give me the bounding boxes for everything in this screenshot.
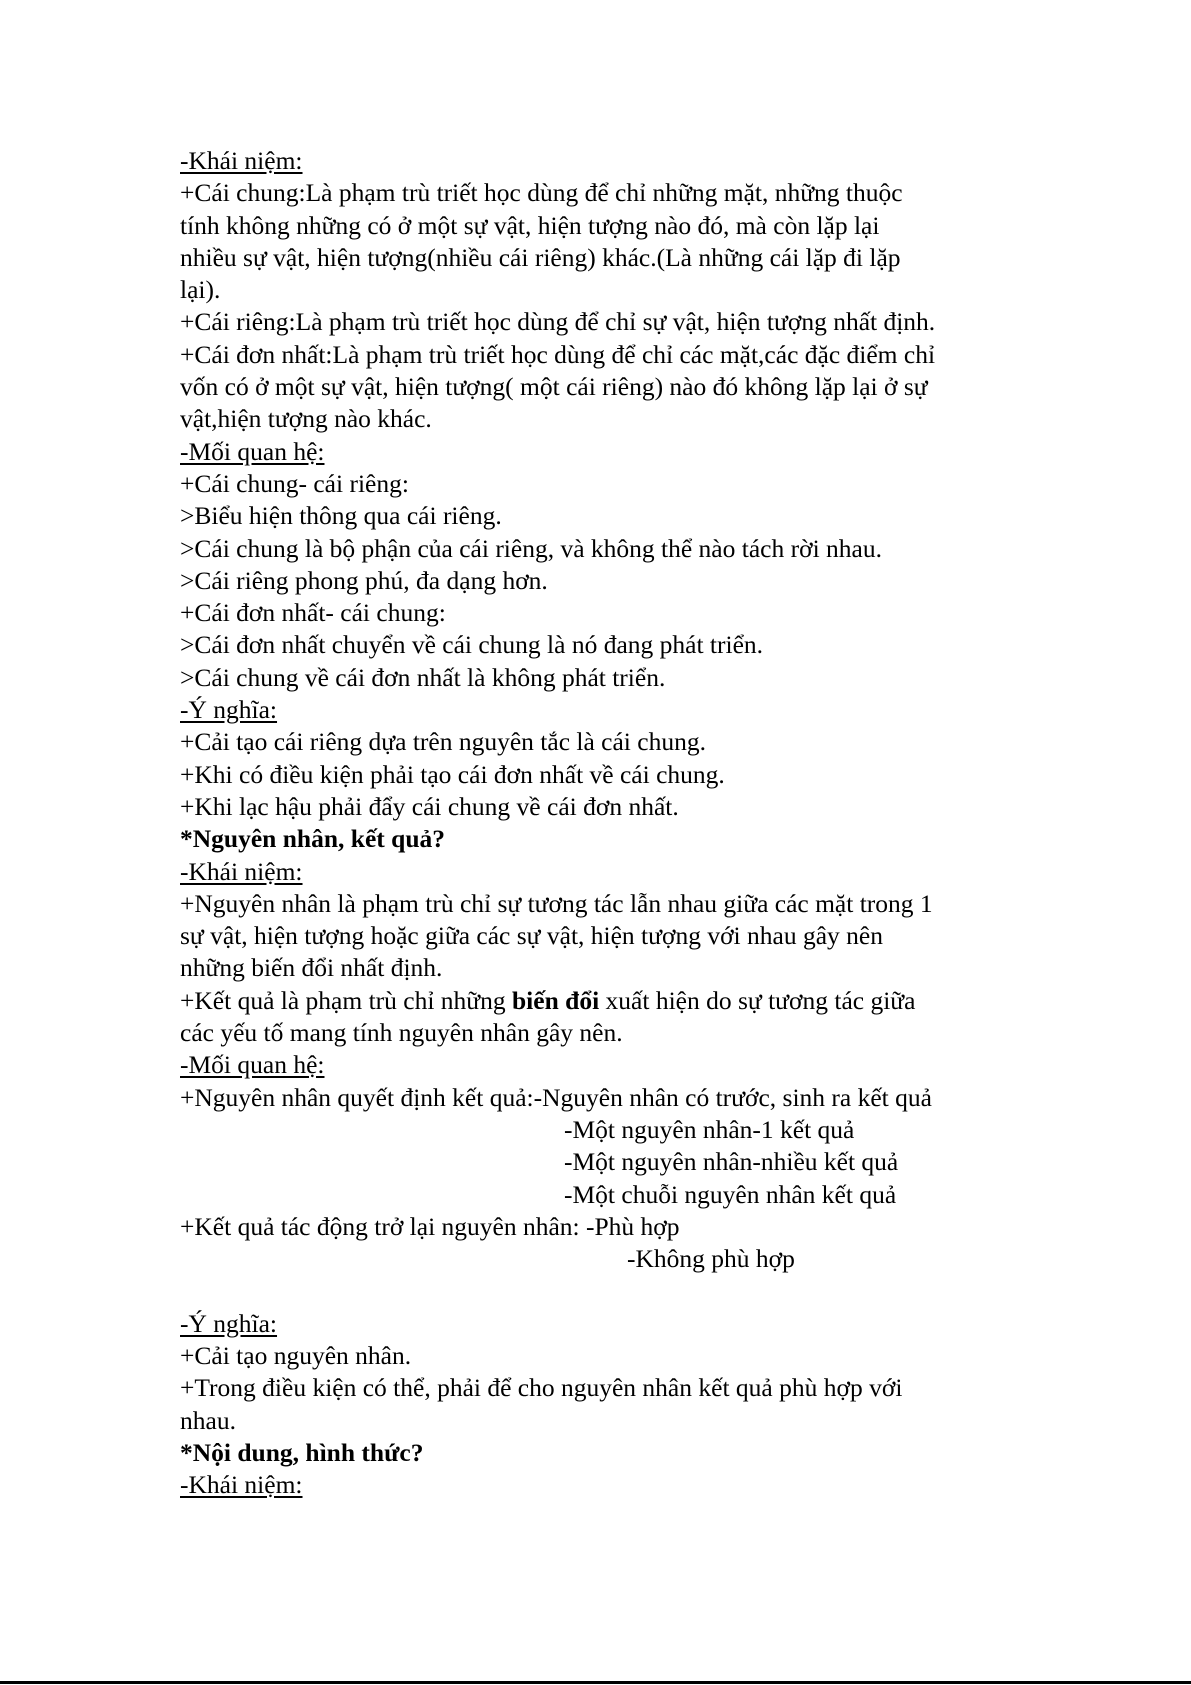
section1-concept-line-6: vốn có ở một sự vật, hiện tượng( một cái riêng) nào đó không lặp lại ở sự [180,372,928,402]
section1-meaning-line-1: +Khi có điều kiện phải tạo cái đơn nhất về cái chung. [180,759,725,789]
section2-result-item-0: -Không phù hợp [627,1244,795,1274]
section2-concept-line-1: sự vật, hiện tượng hoặc giữa các sự vật, hiện tượng với nhau gây nên [180,921,883,951]
section1-concept-line-4: +Cái riêng:Là phạm trù triết học dùng để chỉ sự vật, hiện tượng nhất định. [180,307,936,337]
section2-meaning-line-2: nhau. [180,1405,236,1435]
section1-concept-line-2: nhiều sự vật, hiện tượng(nhiều cái riêng) khác.(Là những cái lặp đi lặp [180,242,901,272]
document-page [180,145,1060,1501]
section2-meaning-line-1: +Trong điều kiện có thể, phải để cho nguyên nhân kết quả phù hợp với [180,1373,903,1403]
section2-relation-heading: -Mối quan hệ: [180,1050,325,1080]
section1-concept-heading: -Khái niệm: [180,146,303,175]
section1-concept-line-3: lại). [180,275,221,305]
section2-result-bold: biến đổi [512,985,600,1015]
blank-line [180,1275,1060,1307]
section1-relation-line-6: >Cái chung về cái đơn nhất là không phát triển. [180,662,666,692]
section1-meaning-heading: -Ý nghĩa: [180,695,278,725]
section2-result-before: +Kết quả là phạm trù chỉ những [180,985,512,1015]
section1-concept-line-5: +Cái đơn nhất:Là phạm trù triết học dùng để chỉ các mặt,các đặc điểm chỉ [180,339,936,369]
page-bottom-rule [0,1681,1191,1684]
section1-concept-line-0: +Cái chung:Là phạm trù triết học dùng để chỉ những mặt, những thuộc [180,178,903,208]
section3-title: *Nội dung, hình thức? [180,1437,424,1467]
section1-relation-line-0: +Cái chung- cái riêng: [180,468,409,498]
section2-concept-line-0: +Nguyên nhân là phạm trù chỉ sự tương tác lẫn nhau giữa các mặt trong 1 [180,888,933,918]
section1-relation-heading: -Mối quan hệ: [180,436,325,466]
section1-relation-line-2: >Cái chung là bộ phận của cái riêng, và không thể nào tách rời nhau. [180,533,882,563]
section1-relation-line-3: >Cái riêng phong phú, đa dạng hơn. [180,565,548,595]
section1-relation-line-5: >Cái đơn nhất chuyển về cái chung là nó đang phát triển. [180,630,764,660]
section2-result-line [180,985,1060,1017]
section1-concept-line-1: tính không những có ở một sự vật, hiện tượng nào đó, mà còn lặp lại [180,210,880,240]
section2-cause-item-0: -Một nguyên nhân-1 kết quả [564,1114,855,1144]
section1-meaning-line-2: +Khi lạc hậu phải đẩy cái chung về cái đơn nhất. [180,791,679,821]
section2-concept-heading: -Khái niệm: [180,856,303,886]
section1-relation-line-1: >Biểu hiện thông qua cái riêng. [180,501,502,531]
section2-cause-decides: +Nguyên nhân quyết định kết quả:-Nguyên nhân có trước, sinh ra kết quả [180,1082,932,1112]
section3-concept-heading: -Khái niệm: [180,1470,303,1500]
section2-meaning-heading: -Ý nghĩa: [180,1308,278,1338]
section1-meaning-line-0: +Cải tạo cái riêng dựa trên nguyên tắc là cái chung. [180,727,706,757]
section2-result-affects: +Kết quả tác động trở lại nguyên nhân: -Phù hợp [180,1211,680,1241]
section1-concept-line-7: vật,hiện tượng nào khác. [180,404,432,434]
section2-result-line-2: các yếu tố mang tính nguyên nhân gây nên. [180,1018,623,1048]
section2-cause-item-1: -Một nguyên nhân-nhiều kết quả [564,1147,899,1177]
section1-relation-line-4: +Cái đơn nhất- cái chung: [180,598,446,628]
section2-meaning-line-0: +Cải tạo nguyên nhân. [180,1340,412,1370]
section2-concept-line-2: những biến đổi nhất định. [180,953,443,983]
section2-title: *Nguyên nhân, kết quả? [180,824,445,854]
section2-result-after: xuất hiện do sự tương tác giữa [599,985,916,1015]
section2-cause-item-2: -Một chuỗi nguyên nhân kết quả [564,1179,897,1209]
